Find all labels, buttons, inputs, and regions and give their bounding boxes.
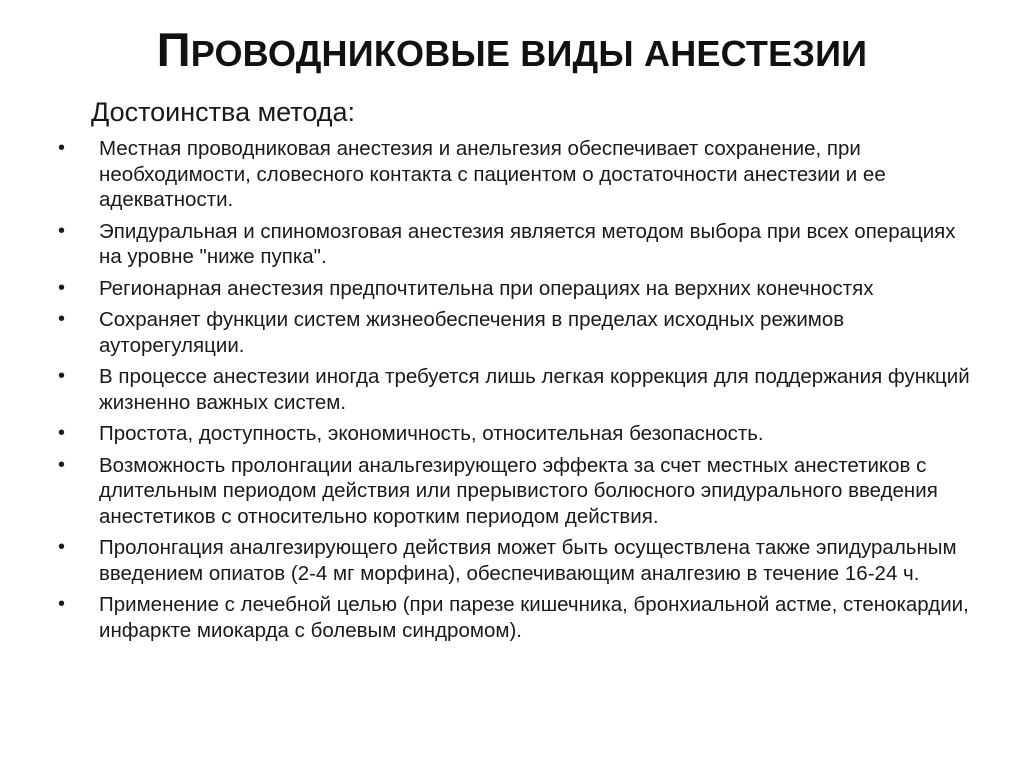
list-item <box>56 535 976 586</box>
bullet-icon: • <box>58 137 66 159</box>
list-item <box>56 307 976 358</box>
list-item <box>56 421 976 447</box>
list-item-text: Эпидуральная и спиномозговая анестезия является методом выбора при всех операциях на уровне "ниже пупка". <box>99 219 956 268</box>
list-item-text: Применение с лечебной целью (при парезе кишечника, бронхиальной астме, стенокардии, инфаркте миокарда с болевым синдромом). <box>99 593 969 642</box>
slide-subtitle: Достоинства метода: <box>91 97 356 127</box>
list-item <box>56 276 976 302</box>
list-item <box>56 364 976 415</box>
slide-title-first-letter: П <box>156 23 191 76</box>
list-item <box>56 453 976 530</box>
list-item <box>56 136 976 213</box>
bullet-icon: • <box>58 365 66 387</box>
slide-title <box>0 24 1024 80</box>
bullet-icon: • <box>58 308 66 330</box>
bullet-icon: • <box>58 536 66 558</box>
list-item-text: Регионарная анестезия предпочтительна при операциях на верхних конечностях <box>99 276 874 300</box>
bullet-icon: • <box>58 219 66 242</box>
bullet-icon: • <box>58 422 66 444</box>
bullet-icon: • <box>58 276 66 299</box>
bullet-icon: • <box>58 453 66 476</box>
bullet-icon: • <box>58 593 66 615</box>
list-item-text: Сохраняет функции систем жизнеобеспечения в пределах исходных режимов ауторегуляции. <box>99 308 845 357</box>
advantages-list <box>56 136 976 649</box>
list-item-text: Возможность пролонгации анальгезирующего эффекта за счет местных анестетиков с длительным периодом действия или прерывистого болюсного эпидурального введения анестетиков с относительно коротким периодом действия. <box>99 453 938 528</box>
list-item <box>56 219 976 270</box>
list-item-text: В процессе анестезии иногда требуется лишь легкая коррекция для поддержания функций жизненно важных систем. <box>99 365 970 414</box>
list-item-text: Местная проводниковая анестезия и анельгезия обеспечивает сохранение, при необходимости, словесного контакта с пациентом о достаточности анестезии и ее адекватности. <box>99 137 886 211</box>
list-item-text: Простота, доступность, экономичность, относительная безопасность. <box>99 422 764 445</box>
list-item <box>56 592 976 643</box>
slide-title-rest: РОВОДНИКОВЫЕ ВИДЫ АНЕСТЕЗИИ <box>190 33 868 74</box>
list-item-text: Пролонгация аналгезирующего действия может быть осуществлена также эпидуральным введением опиатов (2-4 мг морфина), обеспечивающим аналгезию в течение 16-24 ч. <box>99 536 957 585</box>
